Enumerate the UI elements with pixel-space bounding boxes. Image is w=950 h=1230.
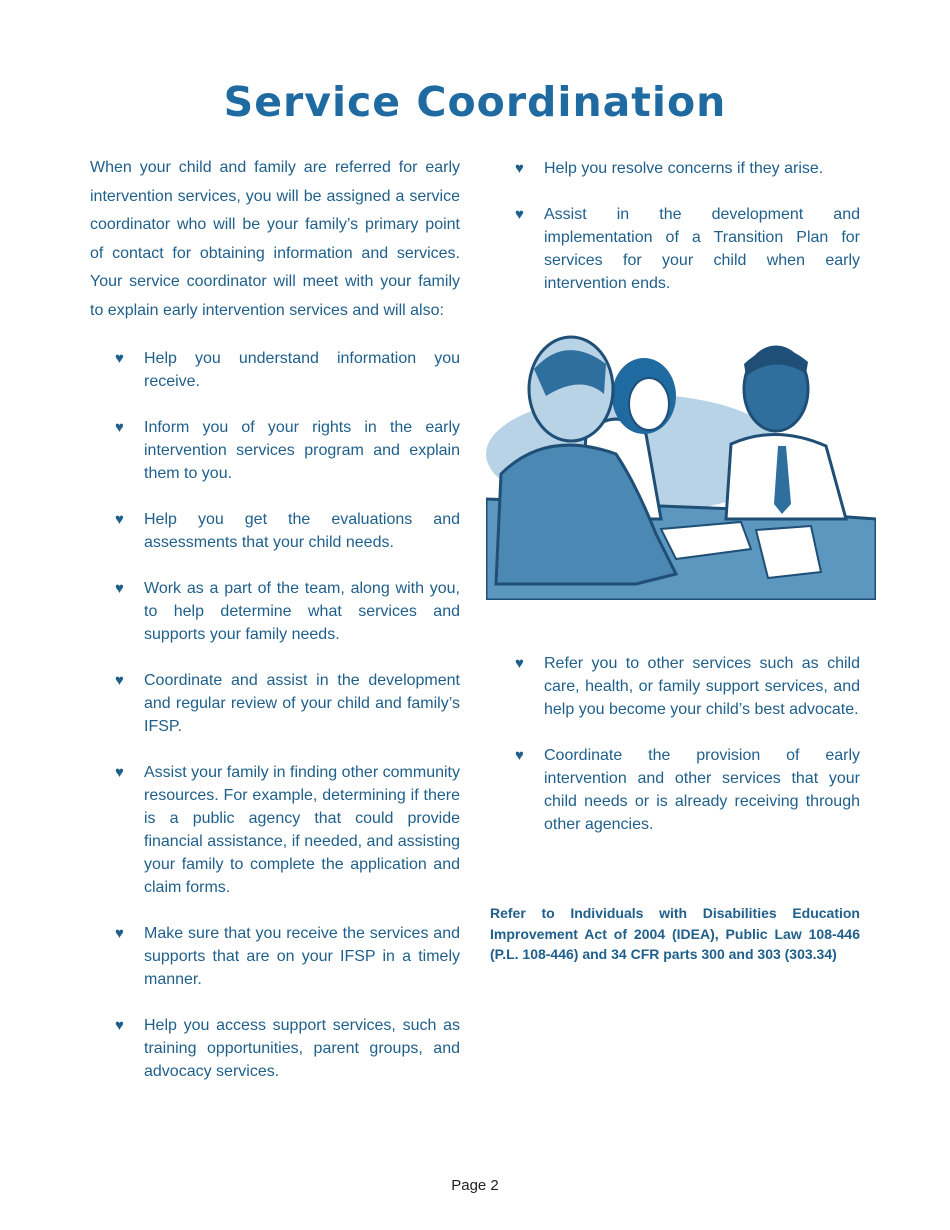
right-top-column [490, 157, 860, 318]
page-number: Page 2 [451, 1177, 499, 1194]
legal-reference: Refer to Individuals with Disabilities Education Improvement Act of 2004 (IDEA), Public Law 108-446 (P.L. 108-446) and 34 CFR parts 300 and 303 (303.34) [490, 905, 860, 962]
list-item [90, 922, 460, 991]
list-item-text: Coordinate and assist in the development and regular review of your child and family’s IFSP. [144, 672, 460, 735]
list-item [90, 347, 460, 393]
page-title: Service Coordination [223, 78, 727, 126]
list-item [490, 744, 860, 836]
list-item-text: Help you access support services, such as training opportunities, parent groups, and advocacy services. [144, 1017, 460, 1080]
heart-bullet-icon: ♥ [515, 747, 524, 764]
intro-paragraph: When your child and family are referred for early intervention services, you will be assigned a service coordinator who will be your family’s primary point of contact for obtaining information and services. Your service coordinator will meet with your family to explain early intervention services and will also: [90, 159, 460, 319]
heart-bullet-icon: ♥ [115, 419, 124, 436]
left-bullet-list [90, 347, 460, 1083]
list-item [90, 577, 460, 646]
list-item-text: Assist in the development and implementation of a Transition Plan for services for your child when early intervention ends. [544, 206, 860, 292]
list-item-text: Help you get the evaluations and assessments that your child needs. [144, 511, 460, 551]
list-item-text: Make sure that you receive the services and supports that are on your IFSP in a timely manner. [144, 925, 460, 988]
heart-bullet-icon: ♥ [115, 1017, 124, 1034]
illustration-woman-face [629, 378, 669, 430]
list-item-text: Help you understand information you receive. [144, 350, 460, 390]
list-item [90, 416, 460, 485]
list-item-text: Assist your family in finding other community resources. For example, determining if there is a public agency that could provide financial assistance, if needed, and assisting your family to complete the application and claim forms. [144, 764, 460, 896]
meeting-illustration [486, 334, 876, 600]
heart-bullet-icon: ♥ [115, 672, 124, 689]
list-item-text: Work as a part of the team, along with you, to help determine what services and supports your family needs. [144, 580, 460, 643]
list-item-text: Coordinate the provision of early intervention and other services that your child needs or is already receiving through other agencies. [544, 747, 860, 833]
list-item [90, 761, 460, 899]
list-item-text: Refer you to other services such as child care, health, or family support services, and help you become your child’s best advocate. [544, 655, 860, 718]
list-item [90, 669, 460, 738]
left-column [90, 154, 460, 1106]
heart-bullet-icon: ♥ [515, 160, 524, 177]
illustration-paper [756, 526, 821, 578]
heart-bullet-icon: ♥ [515, 206, 524, 223]
list-item [90, 508, 460, 554]
heart-bullet-icon: ♥ [115, 764, 124, 781]
heart-bullet-icon: ♥ [115, 925, 124, 942]
list-item-text: Inform you of your rights in the early intervention services program and explain them to you. [144, 419, 460, 482]
right-bottom-bullet-list [490, 652, 860, 836]
right-bottom-column [490, 652, 860, 859]
list-item [490, 157, 860, 180]
heart-bullet-icon: ♥ [115, 350, 124, 367]
heart-bullet-icon: ♥ [115, 580, 124, 597]
list-item [90, 1014, 460, 1083]
list-item-text: Help you resolve concerns if they arise. [544, 160, 824, 177]
heart-bullet-icon: ♥ [115, 511, 124, 528]
list-item [490, 652, 860, 721]
list-item [490, 203, 860, 295]
right-top-bullet-list [490, 157, 860, 295]
heart-bullet-icon: ♥ [515, 655, 524, 672]
